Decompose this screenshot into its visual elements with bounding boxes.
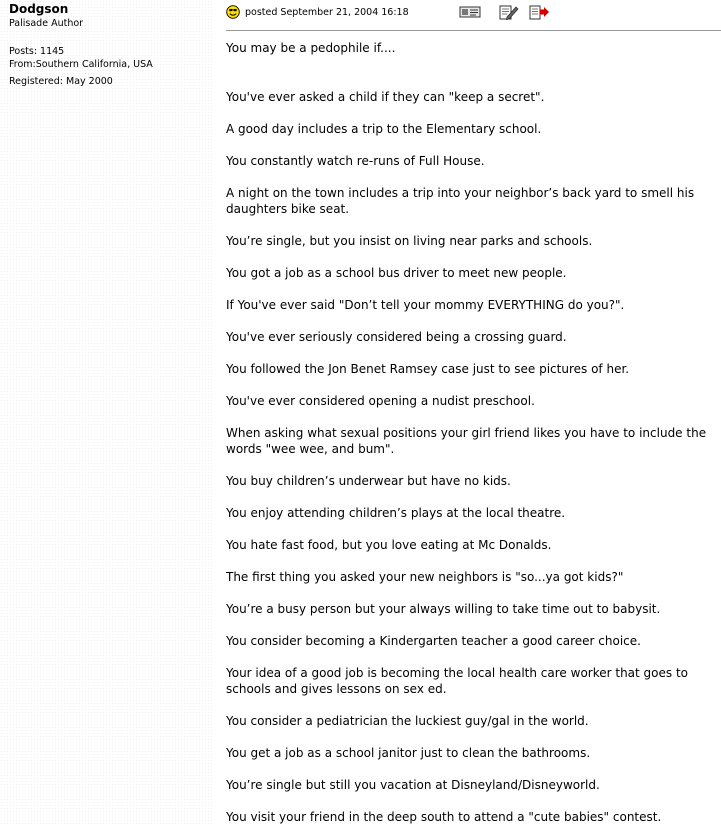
post-paragraph: When asking what sexual positions your girl friend likes you have to include the words "wee wee, and bum". (226, 426, 707, 456)
post-paragraph: You may be a pedophile if.... (226, 41, 396, 55)
profile-icon[interactable] (459, 4, 481, 20)
edit-icon[interactable] (498, 4, 520, 20)
post-paragraph: You visit your friend in the deep south to attend a "cute babies" contest. (226, 810, 662, 824)
post-paragraph: A good day includes a trip to the Elementary school. (226, 122, 542, 136)
post-paragraph: You’re single, but you insist on living near parks and schools. (226, 234, 593, 248)
post-paragraph: You consider a pediatrician the luckiest guy/gal in the world. (226, 714, 589, 728)
post-paragraph: You enjoy attending children’s plays at the local theatre. (226, 506, 566, 520)
author-location: From:Southern California, USA (9, 59, 153, 70)
author-registered: Registered: May 2000 (9, 76, 113, 87)
post-paragraph: You got a job as a school bus driver to meet new people. (226, 266, 567, 280)
author-sidebar (0, 0, 213, 825)
post-paragraph: The first thing you asked your new neighbors is "so...ya got kids?" (226, 570, 624, 584)
post-paragraph: You followed the Jon Benet Ramsey case just to see pictures of her. (226, 362, 630, 376)
author-name[interactable]: Dodgson (9, 2, 69, 16)
post-paragraph: You’re a busy person but your always willing to take time out to babysit. (226, 602, 661, 616)
post-paragraph: Your idea of a good job is becoming the local health care worker that goes to schools and gives lessons on sex ed. (226, 666, 689, 696)
header-divider (226, 30, 721, 31)
post-paragraph: A night on the town includes a trip into your neighbor’s back yard to smell his daughters bike seat. (226, 186, 695, 216)
post-paragraph: You’re single but still you vacation at Disneyland/Disneyworld. (226, 778, 600, 792)
post-paragraph: If You've ever said "Don’t tell your mommy EVERYTHING do you?". (226, 298, 625, 312)
post-paragraph: You buy children’s underwear but have no kids. (226, 474, 511, 488)
post-paragraph: You constantly watch re-runs of Full House. (226, 154, 485, 168)
post-paragraph: You've ever seriously considered being a crossing guard. (226, 330, 567, 344)
post-timestamp: posted September 21, 2004 16:18 (245, 7, 409, 18)
post-paragraph: You consider becoming a Kindergarten teacher a good career choice. (226, 634, 641, 648)
smiley-icon (226, 5, 240, 19)
reply-icon[interactable] (528, 4, 550, 20)
author-post-count: Posts: 1145 (9, 46, 65, 57)
post-paragraph: You get a job as a school janitor just to clean the bathrooms. (226, 746, 591, 760)
post-header (226, 4, 721, 26)
post-paragraph: You hate fast food, but you love eating at Mc Donalds. (226, 538, 552, 552)
post-paragraph: You've ever considered opening a nudist preschool. (226, 394, 535, 408)
post-paragraph: You've ever asked a child if they can "keep a secret". (226, 90, 545, 104)
author-title: Palisade Author (9, 18, 84, 29)
